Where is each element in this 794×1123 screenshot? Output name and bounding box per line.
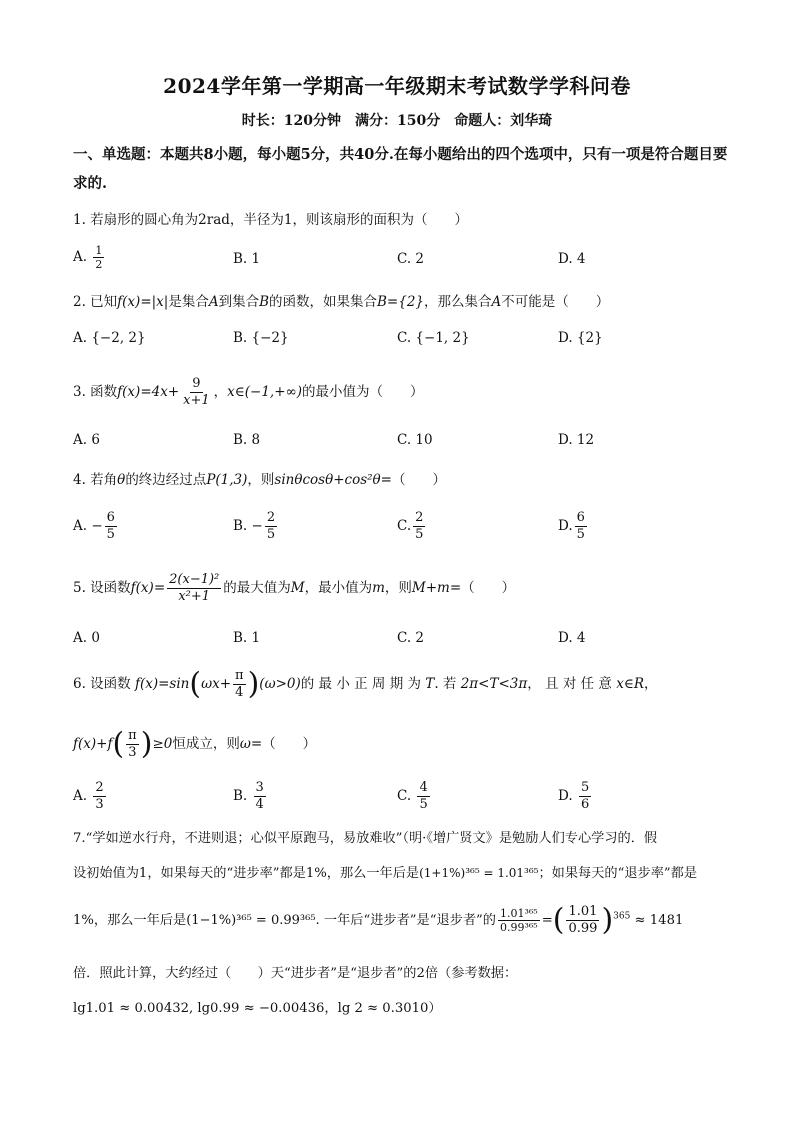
question-7-line-5: lg1.01 ≈ 0.00432, lg0.99 ≈ −0.00436，lg 2 ≈ 0.3010） <box>73 1001 442 1016</box>
q3-option-d[interactable]: D. 12 <box>558 432 595 448</box>
q2-option-c[interactable]: C. {−1, 2} <box>397 330 470 346</box>
q1-option-a[interactable]: A. $\frac{1}{2}$ <box>73 244 103 271</box>
q6-option-a[interactable]: A. $\frac{2}{3}$ <box>73 780 104 812</box>
q2-option-a[interactable]: A. {−2, 2} <box>73 330 146 346</box>
q4-option-c[interactable]: C. $\frac{2}{5}$ <box>397 510 424 542</box>
question-7-line-4: 倍．照此计算，大约经过（ ）天“进步者”是“退步者”的2倍（参考数据： <box>73 966 518 981</box>
q5-option-b[interactable]: B. 1 <box>233 630 261 646</box>
page-title: 2024学年第一学期高一年级期末考试数学学科问卷 <box>163 74 631 98</box>
q4-option-b[interactable]: B. − $\frac{2}{5}$ <box>233 510 276 542</box>
q3-option-b[interactable]: B. 8 <box>233 432 261 448</box>
question-7-line-2: 设初始值为1，如果每天的“进步率”都是1%，那么一年后是(1+1%)³⁶⁵ = 1.01³⁶⁵；如果每天的“退步率”都是 <box>73 866 698 881</box>
question-1: 1. 若扇形的圆心角为2rad，半径为1，则该扇形的面积为（ ） <box>73 212 468 228</box>
q4-option-d[interactable]: D. $\frac{6}{5}$ <box>558 510 585 542</box>
q6-option-d[interactable]: D. $\frac{5}{6}$ <box>558 780 590 812</box>
section-heading: 一、单选题：本题共8小题，每小题5分，共40分.在每小题给出的四个选项中，只有一项是符合题目要求的. <box>73 146 728 192</box>
q5-option-d[interactable]: D. 4 <box>558 630 586 646</box>
q6-option-c[interactable]: C. $\frac{4}{5}$ <box>397 780 428 812</box>
question-5: 5. 设函数f(x)= $\frac{\text{2(x−1)²}}{\text{x²+1}}$ 的最大值为M，最小值为m，则M+m=（ ） <box>73 572 516 604</box>
q5-option-c[interactable]: C. 2 <box>397 630 425 646</box>
question-7-line-1: 7.“学如逆水行舟，不进则退；心似平原跑马，易放难收”（明·《增广贤文》是勉励人们专心学习的．假 <box>73 831 658 846</box>
q4-option-a[interactable]: A. − $\frac{6}{5}$ <box>73 510 115 542</box>
question-7-line-3: 1%，那么一年后是(1−1%)³⁶⁵ = 0.99³⁶⁵. 一年后“进步者”是“退步者”的 $\frac{\text{1.01³⁶⁵}}{\text{0.99³⁶⁵}}$ =( $\frac{1.01}{0.99}$ )$^{365}$ ≈ 1481 <box>73 902 684 938</box>
q2-option-d[interactable]: D. {2} <box>558 330 603 346</box>
q1-option-c[interactable]: C. 2 <box>397 251 425 267</box>
question-6-line-1: 6. 设函数 f(x)=sin(ωx+ $\frac{\pi}{4}$ )(ω>0)的 最 小 正 周 期 为 T. 若 2π<T<3π， 且 对 任 意 x∈R， <box>73 666 658 702</box>
q3-option-c[interactable]: C. 10 <box>397 432 433 448</box>
question-4: 4. 若角θ的终边经过点P(1,3)，则sinθcosθ+cos²θ=（ ） <box>73 472 446 488</box>
q6-option-b[interactable]: B. $\frac{3}{4}$ <box>233 780 264 812</box>
q5-option-a[interactable]: A. 0 <box>73 630 100 646</box>
q1-option-b[interactable]: B. 1 <box>233 251 261 267</box>
question-6-line-2: f(x)+f( $\frac{\pi}{3}$ )≥0恒成立，则ω=（ ） <box>73 726 317 762</box>
q1-option-d[interactable]: D. 4 <box>558 251 586 267</box>
question-2: 2. 已知f(x)=|x|是集合A到集合B的函数，如果集合B={2}，那么集合A不可能是（ ） <box>73 294 610 310</box>
q3-option-a[interactable]: A. 6 <box>73 432 100 448</box>
question-3: 3. 函数f(x)=4x+ $\frac{9}{x+1}$ ，x∈(−1,+∞)的最小值为（ ） <box>73 376 424 408</box>
q2-option-b[interactable]: B. {−2} <box>233 330 289 346</box>
exam-info: 时长：120分钟 满分：150分 命题人：刘华琦 <box>241 113 553 129</box>
